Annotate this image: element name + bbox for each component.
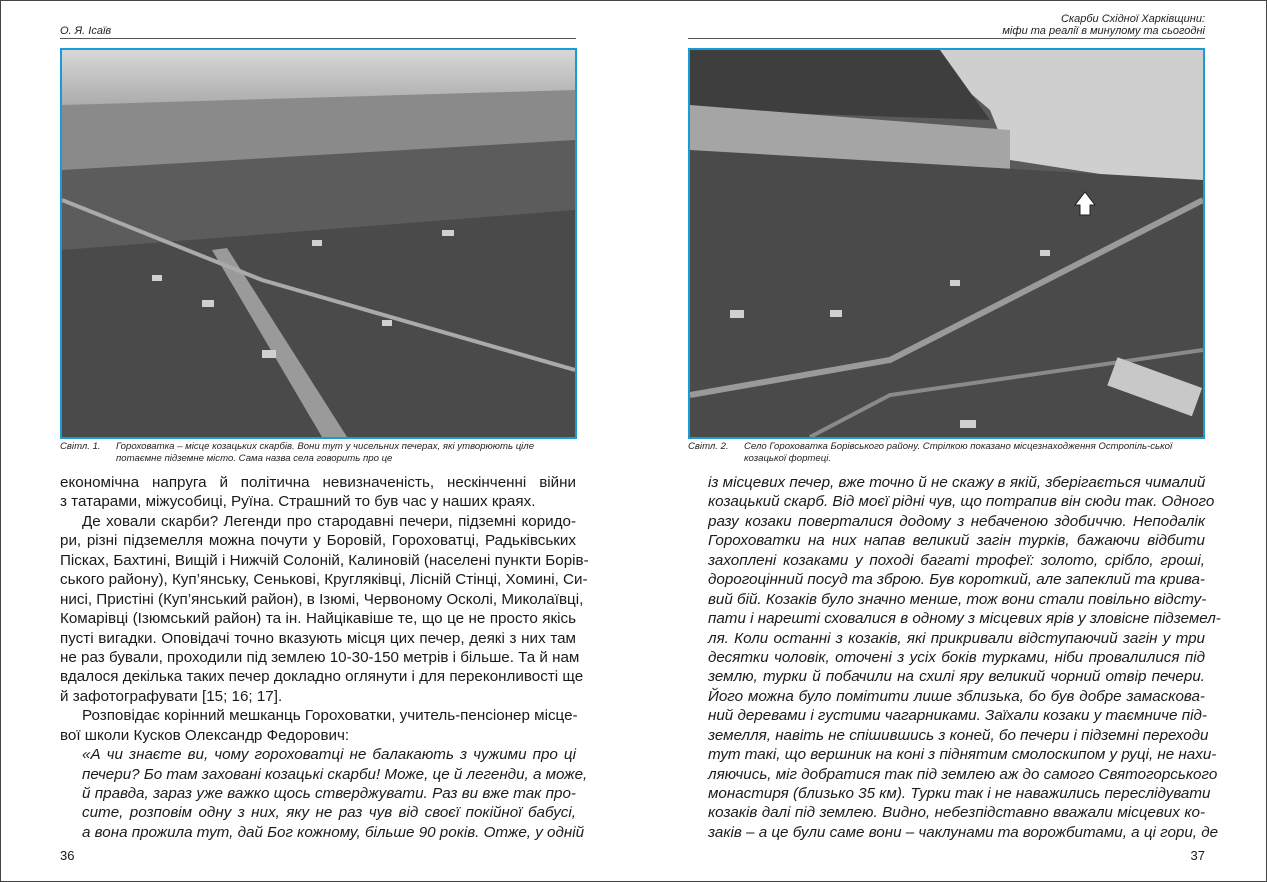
text-line: пусті вигадки. Оповідачі точно вказують місця цих печер, деякі з них там [60,629,576,647]
text-line: пати і нарешті сховалися в одному з місцевих ярів у зловісне підземел- [708,610,1221,628]
text-line: заків – а це були саме вони – чаклунами та ворожбитами, а ці гори, де [708,823,1219,841]
text-line: разу козаки поверталися додому з небаченою здобиччю. Неподалік [708,512,1205,530]
text-line: не раз бували, проходили під землею 10-30-150 метрів і більше. Та й нам [60,648,580,666]
text-line: Пісках, Бахтині, Вищій і Нижчій Солоній, Калиновій (населені пункти Борів- [60,551,589,569]
text-line: й правда, зараз уже важко щось стверджувати. Раз ви вже так про- [82,785,576,802]
text-line: печери? Бо там заховані козацькі скарби! Може, це й легенди, а може, [82,765,588,783]
text-line: й зафотографувати [15; 16; 17]. [60,687,283,705]
caption-text: Гороховатка – місце козацьких скарбів. Вони тут у чисельних печерах, які утворюють ціле потаємне підземне місто. Сама назва села говорить про це [116,441,535,464]
text-line: козаків далі під землею. Видно, небезпідставно вважали місцевих ко- [708,804,1205,822]
running-header-subtitle: міфи та реалії в минулому та сьогодні [1002,25,1205,37]
text-line: козацький скарб. Від моєї рідні чув, що потрапив він сюди так. Одного [708,493,1215,511]
text-line: «А чи знаєте ви, чому гороховатці не балакають з чужими про ці [82,746,576,764]
left-page-body [60,473,589,842]
text-line: земелля, навіть не спішившись з коней, бо печери і підземні переходи [708,726,1209,744]
running-header-author: О. Я. Ісаїв [60,25,112,37]
text-line: монастиря (близько 35 км). Турки так і не наважились переслідувати [708,785,1211,802]
text-line: Де ховали скарби? Легенди про стародавні печери, підземні коридо- [82,512,576,530]
text-line: Гороховатки на них напав великий загін турків, бажаючи відбити [708,532,1205,550]
text-line: вої школи Кусков Олександр Федорович: [60,726,350,744]
text-line: Його можна було помітити лише зблизька, бо був добре замаскова- [708,687,1205,705]
text-line: дорогоцінний посуд та зброю. Був короткий, але запеклий та крива- [708,571,1205,589]
text-line: Комарівці (Ізюмський район) та ін. Найцікавіше те, що це не просто якісь [60,610,576,628]
text-line: Розповідає корінний мешканць Гороховатки, учитель-пенсіонер місце- [82,707,578,725]
text-line: а вона прожила тут, дай Бог кожному, більше 90 років. Отже, у одній [82,823,585,841]
text-line: десятки чоловік, оточені з усіх боків турками, ніби провалилися під [708,648,1205,666]
caption-number: Світл. 1. [60,441,101,452]
running-header-title: Скарби Східної Харківщини: [1060,13,1205,25]
page-number-right: 37 [1190,848,1205,863]
text-line: нисі, Пристіні (Куп’янський район), в Ізюмі, Червоному Осколі, Миколаївці, [60,590,584,608]
text-line: землю, турки й побачили на схилі яру великий чорний отвір печери. [708,668,1205,686]
text-line: вий бій. Козаків було значно менше, тож вони стали повільно відсту- [708,590,1207,608]
text-line: ри, різні підземелля можна почути у Боровій, Гороховатці, Радьківських [60,532,576,550]
photo-village-aerial [60,48,577,439]
right-page-body [708,473,1221,842]
caption-number: Світл. 2. [688,441,729,452]
text-line: тут такі, що вершник на коні з піднятим смолоскипом у руці, не нахи- [708,746,1217,764]
header-rule [688,38,1205,39]
text-line: економічна напруга й політична невизначеність, нескінченні війни [60,474,576,491]
text-line: ля. Коли останні з козаків, які прикривали відступаючий загін у три [708,629,1205,647]
text-line: вдалося декілька таких печер докладно оглянути і для переконливості ще [60,668,584,686]
text-line: з татарами, міжусобиці, Руїна. Страшний то був час у наших краях. [60,493,536,511]
caption-text: Село Гороховатка Борівського району. Стрілкою показано місцезнаходження Остропіль-ської козацької фортеці. [744,441,1173,464]
text-line: ляючись, міг добратися так під землею аж до самого Святогорського [708,765,1218,783]
photo-village-river [688,48,1205,439]
text-line: сите, розповім одну з них, яку не раз чув від своєї покійної бабусі, [82,804,576,822]
text-line: ського району), Куп’янську, Сенькові, Кругляківці, Лісній Стінці, Хомині, Си- [60,571,588,589]
text-line: ний деревами і густими чагарниками. Заїхали козаки у таємниче під- [708,707,1207,725]
page-number-left: 36 [60,848,75,863]
text-line: із місцевих печер, вже точно й не скажу в якій, зберігається чималий [708,474,1206,491]
text-line: захоплені козаками у поході багаті трофеї: золото, срібло, гроші, [708,551,1205,569]
header-rule [60,38,576,39]
